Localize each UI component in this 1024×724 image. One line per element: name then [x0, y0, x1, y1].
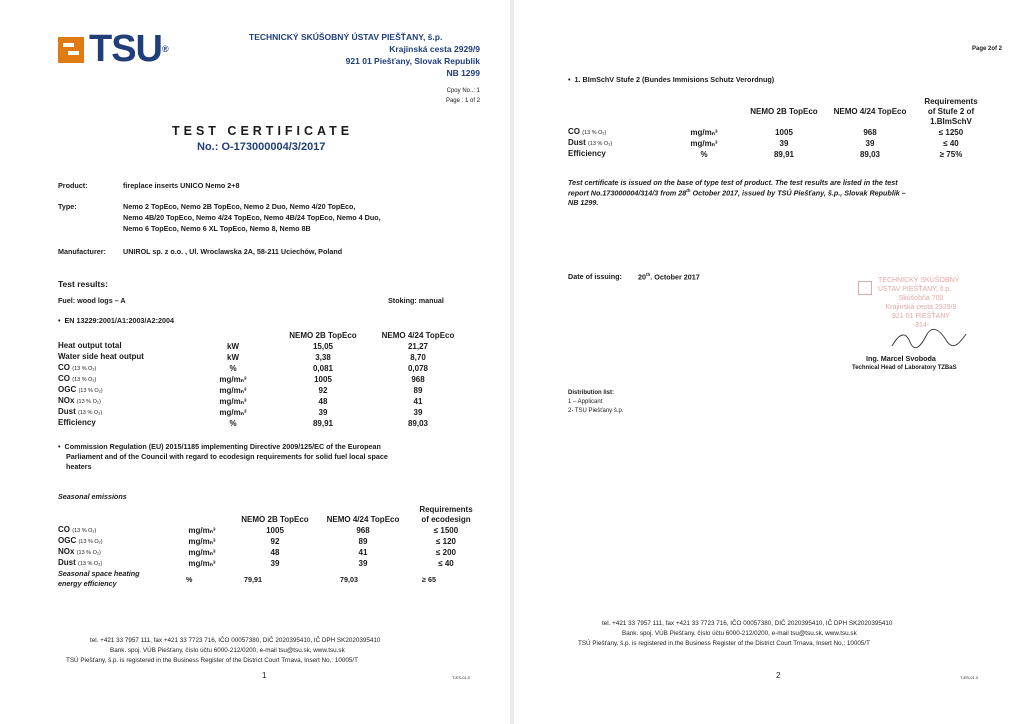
value-cell: 89,03 [859, 149, 881, 159]
stamp-line: Skúšobňa 700 [898, 295, 944, 302]
parameter-name: CO [58, 374, 70, 383]
distribution-item: 2- TSU Piešťany š.p. [568, 408, 624, 414]
parameter-cell [58, 558, 174, 569]
stamp-line: ÚSTAV PIEŠŤANY, š.p. [878, 286, 952, 293]
unit-cell: mg/mₙ³ [188, 525, 216, 535]
parameter-name: Dust [58, 407, 76, 416]
ssh-label-1: Seasonal space heating [58, 569, 140, 578]
bullet-icon: • [58, 442, 65, 451]
note-line-2: report No.173000004/314/3 from 28th October 2017, issued by TSÚ Piešťany, š.p., Slovak Republik – [568, 188, 906, 198]
form-code: T-ES-01.0 [452, 675, 471, 680]
value-cell: 1005 [266, 525, 284, 535]
certificate-page-1 [0, 0, 510, 724]
ssh-unit: % [186, 575, 193, 584]
parameter-cell [568, 127, 668, 138]
copy-number: Cpoy No..: 1 [446, 88, 480, 94]
parameter-cell [568, 149, 668, 160]
unit-cell: mg/mₙ³ [219, 385, 247, 395]
column-header: of ecodesign [421, 515, 471, 524]
column-header: NEMO 4/24 TopEco [381, 331, 455, 340]
parameter-cell [568, 138, 668, 149]
manufacturer-label: Manufacturer: [58, 247, 106, 256]
institute-address-2: 921 01 Piešťany, Slovak Republik [345, 56, 480, 66]
type-line-3: Nemo 6 TopEco, Nemo 6 XL TopEco, Nemo 8, Nemo 8B [123, 224, 311, 233]
bimschv-item: • 1. BImSchV Stufe 2 (Bundes Immisions Schutz Verordnug) [568, 75, 775, 84]
unit-cell: mg/mₙ³ [219, 407, 247, 417]
date-label: Date of issuing: [568, 272, 622, 281]
requirement-cell: ≤ 200 [436, 547, 456, 557]
requirement-cell: ≤ 40 [438, 558, 454, 568]
test-results-heading: Test results: [58, 279, 108, 289]
value-cell: 92 [318, 385, 328, 395]
value-cell: 968 [863, 127, 877, 137]
table-row [58, 536, 486, 547]
value-cell: 0,081 [312, 363, 334, 373]
requirement-cell: ≥ 75% [939, 149, 963, 159]
standard-text: EN 13229:2001/A1:2003/A2:2004 [64, 316, 175, 325]
footer-line-2: Bank. spoj. VÚB Piešťany, číslo účtu 6000-212/0200, e-mail tsu@tsu.sk, www.tsu.sk [110, 647, 345, 654]
table-row [58, 558, 486, 569]
parameter-cell [58, 536, 174, 547]
parameter-name: Dust [568, 138, 586, 147]
value-cell: 89,91 [773, 149, 795, 159]
requirement-cell: ≤ 40 [943, 138, 959, 148]
value-cell: 92 [270, 536, 280, 546]
stamp-line: -314- [912, 322, 930, 329]
value-cell: 39 [358, 558, 368, 568]
parameter-condition: (13 % O₂) [78, 539, 103, 545]
product-label: Product: [58, 181, 88, 190]
requirement-cell: ≤ 120 [436, 536, 456, 546]
unit-cell: mg/mₙ³ [219, 374, 247, 384]
unit-cell: mg/mₙ³ [188, 547, 216, 557]
parameter-condition: (13 % O₂) [72, 377, 97, 383]
parameter-name: CO [568, 127, 580, 136]
stamp-line: 921 01 PIEŠŤANY [892, 313, 950, 320]
note-line-3: NB 1299. [568, 198, 599, 207]
ssh-label-2: energy efficiency [58, 579, 117, 588]
column-header: NEMO 2B TopEco [289, 331, 357, 340]
page-number: 1 [262, 671, 267, 680]
parameter-cell [58, 341, 188, 352]
value-cell: 39 [318, 407, 328, 417]
parameter-cell [58, 385, 188, 396]
table-row [58, 407, 468, 418]
tsu-logo-icon [58, 37, 84, 63]
commission-line-1: • Commission Regulation (EU) 2015/1185 implementing Directive 2009/125/EC of the European [58, 442, 381, 451]
table-row [58, 374, 468, 385]
parameter-cell [58, 407, 188, 418]
certificate-page-2 [514, 0, 1024, 724]
form-code: T-ES-01.0 [960, 675, 979, 680]
value-cell: 89,03 [407, 418, 429, 428]
footer-line-1: tel. +421 33 7957 111, fax +421 33 7723 716, IČO 00057380, DIČ 2020395410, IČ DPH SK2020395410 [602, 620, 893, 627]
table-row [568, 127, 990, 138]
ssh-requirement: ≥ 65 [422, 575, 436, 584]
parameter-name: NOx [58, 547, 75, 556]
value-cell: 39 [865, 138, 875, 148]
unit-cell: mg/mₙ³ [219, 396, 247, 406]
value-cell: 39 [413, 407, 423, 417]
value-cell: 89 [358, 536, 368, 546]
column-header: Requirements [924, 97, 978, 106]
unit-cell: % [700, 149, 708, 159]
parameter-name: OGC [58, 536, 77, 545]
bimschv-table [568, 97, 990, 160]
table-row [58, 418, 468, 429]
manufacturer-value: UNIROL sp. z o.o. , Ul. Wroclawska 2A, 58-211 Uciechów, Poland [123, 247, 343, 256]
table-row [58, 525, 486, 536]
parameter-condition: (13 % O₂) [76, 399, 101, 405]
seasonal-emissions-heading: Seasonal emissions [58, 492, 127, 501]
parameter-condition: (13 % O₂) [78, 388, 103, 394]
parameter-name: NOx [58, 396, 75, 405]
requirement-cell: ≤ 1500 [433, 525, 459, 535]
signer-name: Ing. Marcel Svoboda [866, 354, 936, 363]
distribution-heading: Distribution list: [568, 390, 614, 396]
parameter-cell [58, 396, 188, 407]
parameter-name: Efficiency [58, 418, 96, 427]
column-header: of Stufe 2 of [927, 107, 975, 116]
type-line-2: Nemo 4B/20 TopEco, Nemo 4/24 TopEco, Nemo 4B/24 TopEco, Nemo 4 Duo, [123, 213, 381, 222]
column-header: NEMO 4/24 TopEco [833, 107, 907, 116]
parameter-cell [58, 363, 188, 374]
parameter-name: Efficiency [568, 149, 606, 158]
value-cell: 968 [411, 374, 425, 384]
parameter-name: Water side heat output [58, 352, 144, 361]
product-value: fireplace inserts UNICO Nemo 2+8 [123, 181, 240, 190]
unit-cell: % [229, 418, 237, 428]
commission-line-3: heaters [66, 462, 92, 471]
bullet-icon: • [568, 75, 575, 84]
commission-line-2: Parliament and of the Council with regard to ecodesign requirements for solid fuel local space [66, 452, 388, 461]
footer-line-2: Bank. spoj. VÚB Piešťany, číslo účtu 6000-212/0200, e-mail tsu@tsu.sk, www.tsu.sk [622, 630, 857, 637]
parameter-cell [58, 418, 188, 429]
parameter-name: CO [58, 525, 70, 534]
table-row [58, 363, 468, 374]
page-indicator: Page 2of 2 [971, 46, 1002, 52]
unit-cell: mg/mₙ³ [188, 536, 216, 546]
parameter-cell [58, 374, 188, 385]
institute-address-1: Krajinská cesta 2929/9 [389, 44, 480, 54]
column-header: NEMO 4/24 TopEco [326, 515, 400, 524]
unit-cell: mg/mₙ³ [690, 138, 718, 148]
ssh-value-2: 79,03 [340, 575, 358, 584]
signer-title: Technical Head of Laboratory TZBaS [852, 365, 957, 371]
unit-cell: kW [227, 352, 239, 362]
value-cell: 41 [413, 396, 423, 406]
table-row [58, 341, 468, 352]
column-header: Requirements [419, 505, 473, 514]
parameter-condition: (13 % O₂) [582, 130, 607, 136]
value-cell: 8,70 [410, 352, 426, 362]
ssh-value-1: 79,91 [244, 575, 262, 584]
signature [890, 328, 968, 350]
stamp-line: Krajinská cesta 2929/9 [885, 304, 957, 311]
footer-line-3: TSÚ Piešťany, š.p. is registered in the Business Register of the District Court Trnava, Insert No,: 10005/T [578, 640, 871, 647]
parameter-condition: (13 % O₂) [78, 410, 103, 416]
institute-name: TECHNICKÝ SKÚŠOBNÝ ÚSTAV PIEŠŤANY, š.p. [249, 32, 443, 42]
value-cell: 48 [318, 396, 328, 406]
table-header-row [568, 117, 990, 127]
distribution-item: 1 – Applicant [568, 399, 603, 405]
parameter-name: OGC [58, 385, 77, 394]
tsu-logo-text: TSU® [89, 28, 168, 70]
table-header-row [568, 107, 990, 117]
table-header-row [58, 331, 468, 341]
date-value: 20th. October 2017 [638, 272, 700, 282]
parameter-condition: (13 % O₂) [72, 528, 97, 534]
table-header-row [568, 97, 990, 107]
unit-cell: kW [227, 341, 239, 351]
standard-item [58, 316, 174, 325]
seasonal-table [58, 505, 486, 569]
value-cell: 968 [356, 525, 370, 535]
column-header: 1.BImSchV [930, 117, 972, 126]
value-cell: 3,38 [315, 352, 331, 362]
unit-cell: % [229, 363, 237, 373]
table-row [58, 352, 468, 363]
parameter-name: Dust [58, 558, 76, 567]
table-header-row [58, 505, 486, 515]
type-line-1: Nemo 2 TopEco, Nemo 2B TopEco, Nemo 2 Duo, Nemo 4/20 TopEco, [123, 202, 356, 211]
table-row [58, 547, 486, 558]
parameter-condition: (13 % O₂) [78, 561, 103, 567]
parameter-cell [58, 525, 174, 536]
value-cell: 89 [413, 385, 423, 395]
bullet-icon: • [58, 316, 65, 325]
value-cell: 15,05 [312, 341, 334, 351]
certificate-title: TEST CERTIFICATE [172, 124, 354, 138]
parameter-name: CO [58, 363, 70, 372]
unit-cell: mg/mₙ³ [690, 127, 718, 137]
table-row [568, 149, 990, 160]
value-cell: 1005 [314, 374, 332, 384]
stamp-line: TECHNICKÝ SKÚŠOBNÝ [878, 277, 960, 284]
parameter-condition: (13 % O₂) [72, 366, 97, 372]
value-cell: 41 [358, 547, 368, 557]
page-indicator: Page : 1 of 2 [445, 98, 480, 104]
unit-cell: mg/mₙ³ [188, 558, 216, 568]
footer-line-3: TSÚ Piešťany, š.p. is registered in the Business Register of the District Court Trnava, Insert No,: 10005/T [66, 657, 359, 664]
value-cell: 21,27 [407, 341, 429, 351]
parameter-condition: (13 % O₂) [76, 550, 101, 556]
table-row [568, 138, 990, 149]
notified-body: NB 1299 [446, 68, 480, 78]
value-cell: 0,078 [407, 363, 429, 373]
parameter-cell [58, 352, 188, 363]
table-header-row [58, 515, 486, 525]
value-cell: 1005 [775, 127, 793, 137]
value-cell: 89,91 [312, 418, 334, 428]
results-table [58, 331, 468, 429]
value-cell: 39 [270, 558, 280, 568]
parameter-name: Heat output total [58, 341, 122, 350]
value-cell: 48 [270, 547, 280, 557]
type-label: Type: [58, 202, 77, 211]
requirement-cell: ≤ 1250 [938, 127, 964, 137]
column-header: NEMO 2B TopEco [241, 515, 309, 524]
table-row [58, 396, 468, 407]
note-line-1: Test certificate is issued on the base of type test of product. The test results are listed in the test [568, 178, 898, 187]
parameter-cell [58, 547, 174, 558]
table-row [58, 385, 468, 396]
fuel: Fuel: wood logs – A [58, 296, 126, 305]
page-number: 2 [776, 671, 781, 680]
parameter-condition: (13 % O₂) [588, 141, 613, 147]
column-header: NEMO 2B TopEco [750, 107, 818, 116]
stoking: Stoking: manual [388, 296, 444, 305]
value-cell: 39 [779, 138, 789, 148]
certificate-number: No.: O-173000004/3/2017 [197, 141, 326, 153]
footer-line-1: tel. +421 33 7957 111, fax +421 33 7723 716, IČO 00057380, DIČ 2020395410, IČ DPH SK2020395410 [90, 637, 381, 644]
